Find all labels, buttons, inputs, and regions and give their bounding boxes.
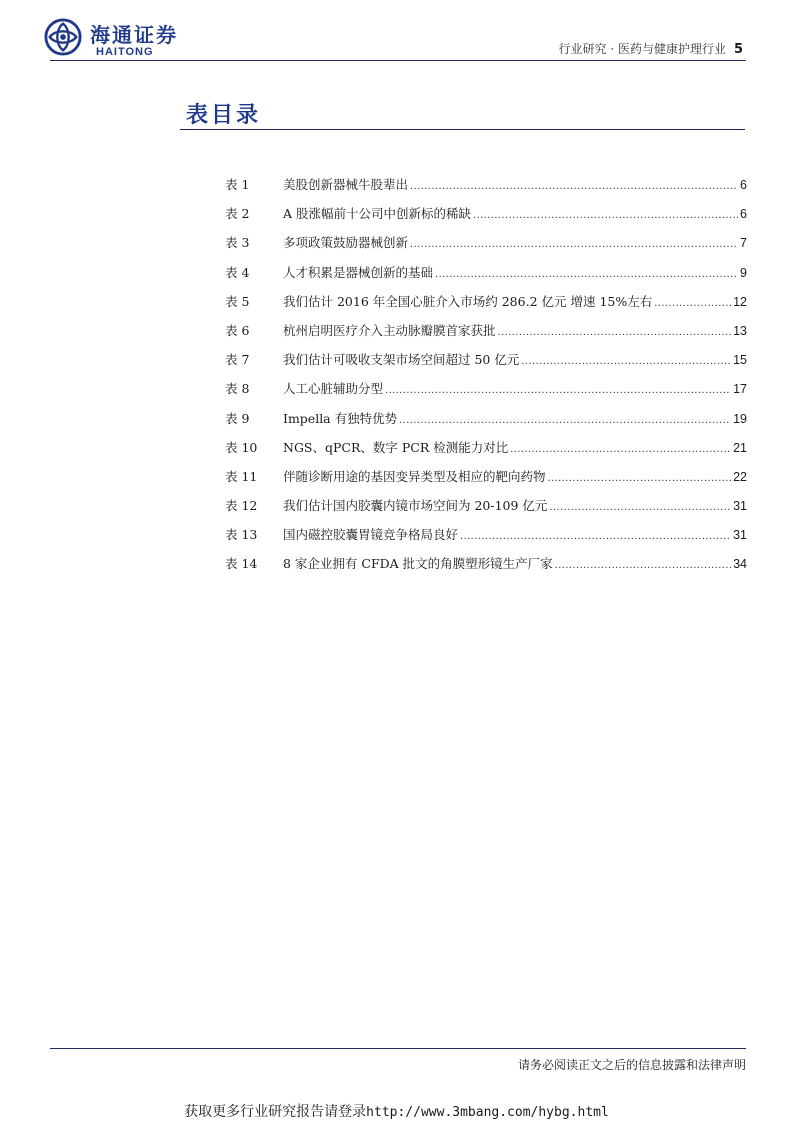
promo-banner [0,1101,793,1121]
company-logo [44,14,219,60]
toc-entry-page: 17 [733,382,747,397]
toc-entry-label: 表 14 [225,556,258,572]
toc-leader-dots [555,559,731,571]
toc-entry-page: 22 [733,469,747,484]
header-section-name: 行业研究 · 医药与健康护理行业 [558,42,726,56]
toc-entry[interactable] [225,263,747,292]
footer-divider [50,1048,746,1049]
toc-entry-title: 人工心脏辅助分型 [283,381,384,397]
toc-entry-title: 美股创新器械牛股辈出 [283,177,409,192]
toc-entry[interactable] [225,204,747,233]
toc-entry-title: 我们估计 2016 年全国心脏介入市场约 286.2 亿元 增速 15%左右 [283,293,653,309]
toc-entry-label: 表 7 [225,352,250,368]
toc-entry[interactable] [225,175,747,204]
toc-entry-page: 7 [740,236,747,251]
toc-entry-page: 31 [733,528,747,543]
toc-entry-label: 表 13 [225,527,258,543]
toc-entry-page: 34 [733,557,747,572]
toc-entry-page: 9 [740,265,747,280]
toc-entry-label: 表 9 [225,410,250,426]
toc-entry[interactable] [225,467,747,496]
toc-leader-dots [410,180,738,192]
toc-leader-dots [510,443,731,455]
logo-chinese-name: 海通证券 [90,23,178,47]
header-divider [50,60,746,61]
toc-leader-dots [460,530,731,542]
toc-entry-title: 人才积累是器械创新的基础 [283,264,434,280]
toc-entry-page: 19 [733,411,747,426]
toc-leader-dots [385,384,731,396]
toc-entry-label: 表 2 [225,206,250,222]
toc-entry-page: 6 [740,178,747,192]
toc-entry-label: 表 1 [225,177,250,192]
toc-entry-label: 表 3 [225,235,250,251]
toc-entry-title: 多项政策鼓励器械创新 [283,235,409,251]
toc-entry-title: 国内磁控胶囊胃镜竞争格局良好 [283,527,459,543]
toc-entry[interactable] [225,496,747,525]
toc-entry-title: 杭州启明医疗介入主动脉瓣膜首家获批 [283,322,496,338]
toc-entry-title: 伴随诊断用途的基因变异类型及相应的靶向药物 [283,468,546,484]
toc-entry-label: 表 4 [225,264,250,280]
toc-entry-page: 21 [733,440,747,455]
toc-leader-dots [399,414,731,426]
table-of-contents [225,175,747,584]
toc-leader-dots [498,326,732,338]
toc-entry-label: 表 5 [225,293,250,309]
toc-leader-dots [548,472,732,484]
promo-text: 获取更多行业研究报告请登录 [184,1104,367,1120]
toc-entry[interactable] [225,292,747,321]
title-divider [180,129,745,130]
logo-english-name: HAITONG [96,46,154,58]
toc-entry[interactable] [225,233,747,262]
toc-leader-dots [549,501,731,513]
haitong-logo-icon [44,18,82,56]
toc-leader-dots [654,297,731,309]
toc-entry[interactable] [225,438,747,467]
toc-entry-title: 8 家企业拥有 CFDA 批文的角膜塑形镜生产厂家 [283,556,553,572]
toc-entry[interactable] [225,525,747,554]
toc-entry[interactable] [225,554,747,583]
toc-entry[interactable] [225,321,747,350]
toc-entry-title: Impella 有独特优势 [283,410,398,426]
toc-entry[interactable] [225,379,747,408]
toc-entry-label: 表 6 [225,322,250,338]
promo-link[interactable]: http://www.3mbang.com/hybg.html [366,1105,609,1120]
toc-leader-dots [473,209,738,221]
toc-entry-title: 我们估计可吸收支架市场空间超过 50 亿元 [283,352,520,368]
toc-entry-page: 6 [740,207,747,222]
toc-leader-dots [435,268,738,280]
toc-title: 表目录 [186,102,262,128]
footer-disclaimer: 请务必阅读正文之后的信息披露和法律声明 [517,1058,746,1072]
toc-entry-title: NGS、qPCR、数字 PCR 检测能力对比 [283,439,509,455]
toc-entry-page: 15 [733,353,747,368]
toc-entry-page: 31 [733,499,747,514]
toc-leader-dots [521,355,731,367]
toc-entry-label: 表 10 [225,439,258,455]
header-section-info [559,40,744,57]
toc-entry-label: 表 12 [225,498,258,514]
page-number: 5 [733,42,743,57]
toc-entry-title: 我们估计国内胶囊内镜市场空间为 20-109 亿元 [283,498,548,514]
toc-entry-label: 表 11 [225,468,258,484]
toc-entry-label: 表 8 [225,381,250,397]
toc-leader-dots [410,238,738,250]
toc-entry[interactable] [225,350,747,379]
toc-entry[interactable] [225,409,747,438]
toc-entry-page: 12 [733,294,747,309]
toc-entry-page: 13 [733,323,747,338]
toc-entry-title: A 股涨幅前十公司中创新标的稀缺 [283,206,472,222]
